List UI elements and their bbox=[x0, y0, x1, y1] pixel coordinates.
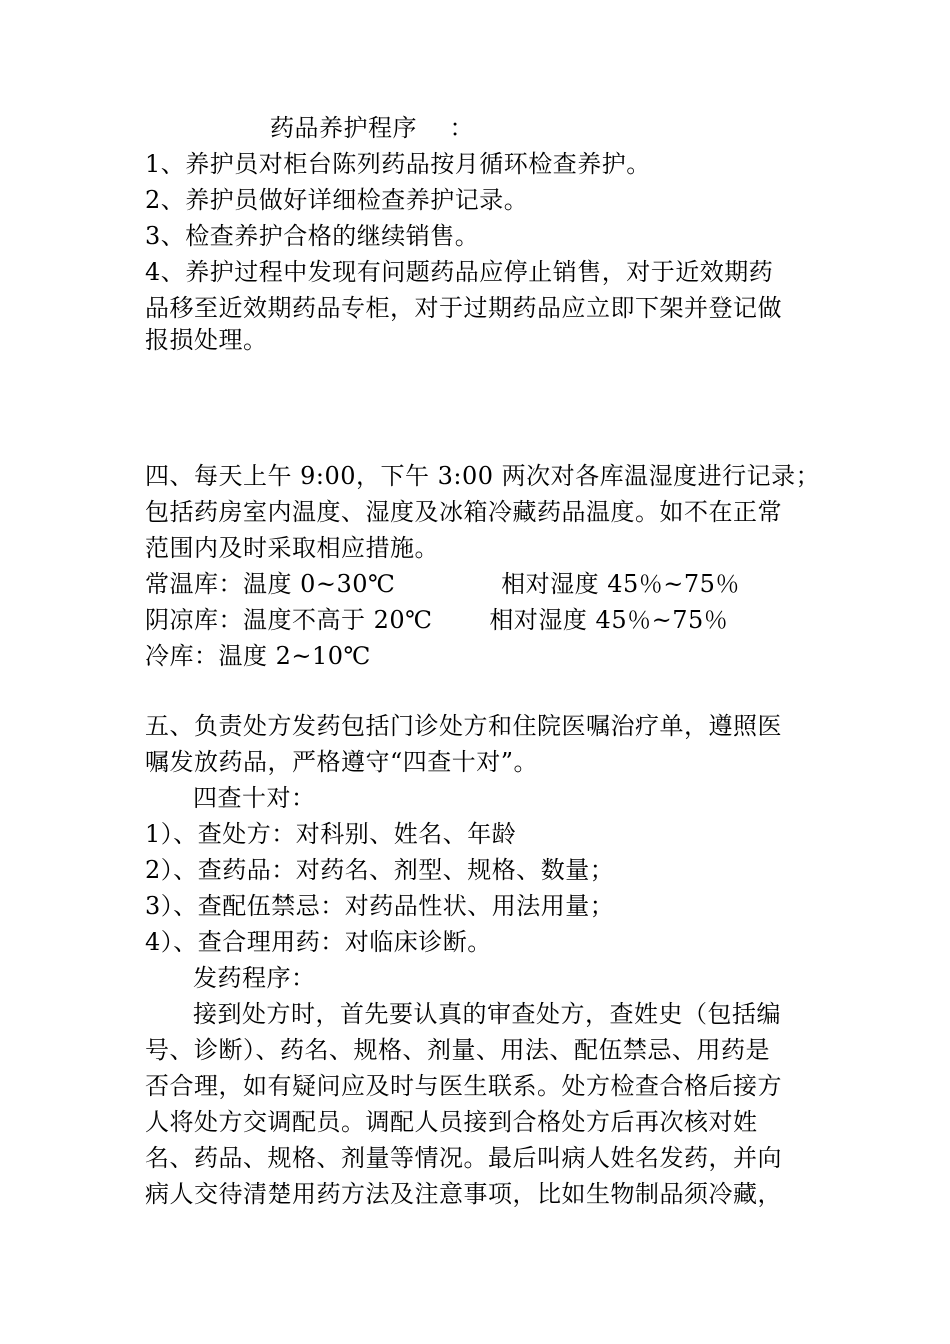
procedure-line-5: 名、药品、规格、剂量等情况。最后叫病人姓名发药，并向 bbox=[145, 1144, 782, 1172]
check-item-2: 2）、查药品：对药名、剂型、规格、数量； bbox=[145, 856, 615, 884]
procedure-line-4: 人将处方交调配员。调配人员接到合格处方后再次核对姓 bbox=[145, 1108, 758, 1136]
section-five-line-1: 五、负责处方发药包括门诊处方和住院医嘱治疗单，遵照医 bbox=[145, 712, 782, 740]
maintenance-title: 药品养护程序 ： bbox=[270, 114, 475, 142]
maintenance-item-3: 3、检查养护合格的继续销售。 bbox=[145, 222, 480, 250]
storage-cold: 冷库：温度 2~10℃ bbox=[145, 642, 371, 670]
maintenance-item-4-line-3: 报损处理。 bbox=[145, 326, 268, 354]
section-five-line-2: 嘱发放药品，严格遵守“四查十对”。 bbox=[145, 748, 539, 776]
storage-normal: 常温库：温度 0~30℃ 相对湿度 45％~75％ bbox=[145, 570, 740, 598]
check-item-1: 1）、查处方：对科别、姓名、年龄 bbox=[145, 820, 517, 848]
procedure-line-3: 否合理，如有疑问应及时与医生联系。处方检查合格后接方 bbox=[145, 1072, 782, 1100]
checks-title: 四查十对： bbox=[193, 784, 316, 812]
procedure-title: 发药程序： bbox=[193, 964, 316, 992]
procedure-line-2: 号、诊断）、药名、规格、剂量、用法、配伍禁忌、用药是 bbox=[145, 1036, 770, 1064]
section-four-line-1: 四、每天上午 9:00，下午 3:00 两次对各库温湿度进行记录； bbox=[145, 462, 821, 490]
check-item-4: 4）、查合理用药：对临床诊断。 bbox=[145, 928, 492, 956]
storage-cool: 阴凉库：温度不高于 20℃ 相对湿度 45％~75％ bbox=[145, 606, 729, 634]
section-four-line-2: 包括药房室内温度、湿度及冰箱冷藏药品温度。如不在正常 bbox=[145, 498, 782, 526]
maintenance-item-1: 1、养护员对柜台陈列药品按月循环检查养护。 bbox=[145, 150, 651, 178]
maintenance-item-4-line-2: 品移至近效期药品专柜，对于过期药品应立即下架并登记做 bbox=[145, 294, 782, 322]
maintenance-item-2: 2、养护员做好详细检查养护记录。 bbox=[145, 186, 529, 214]
check-item-3: 3）、查配伍禁忌：对药品性状、用法用量； bbox=[145, 892, 615, 920]
procedure-line-1: 接到处方时，首先要认真的审查处方，查姓史（包括编 bbox=[193, 1000, 781, 1028]
section-four-line-3: 范围内及时采取相应措施。 bbox=[145, 534, 439, 562]
procedure-line-6: 病人交待清楚用药方法及注意事项，比如生物制品须冷藏， bbox=[145, 1180, 782, 1208]
maintenance-item-4-line-1: 4、养护过程中发现有问题药品应停止销售，对于近效期药 bbox=[145, 258, 774, 286]
